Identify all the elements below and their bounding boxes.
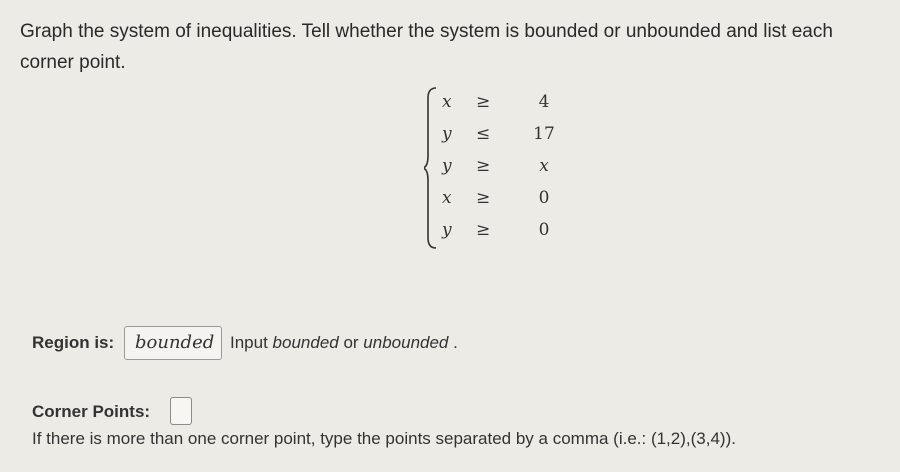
- row-operator: ≥: [476, 156, 491, 176]
- row-rhs: 4: [538, 92, 550, 112]
- row-rhs: x: [539, 156, 549, 176]
- row-var: y: [442, 156, 452, 176]
- row-operator: ≥: [476, 220, 491, 240]
- row-var: x: [442, 188, 452, 208]
- row-operator: ≥: [476, 92, 491, 112]
- inequality-row-5: [442, 216, 572, 246]
- hint-option-unbounded: unbounded: [363, 333, 449, 352]
- question-text: Graph the system of inequalities. Tell whether the system is bounded or unbounded and list each corner point.: [20, 21, 833, 73]
- region-answer-input[interactable]: bounded: [124, 326, 222, 360]
- inequality-row-4: [442, 184, 572, 214]
- corner-points-input[interactable]: [170, 397, 192, 425]
- row-rhs: 0: [538, 220, 550, 240]
- row-rhs: 0: [538, 188, 550, 208]
- inequality-row-2: [442, 120, 572, 150]
- row-rhs: 17: [533, 124, 555, 144]
- inequality-row-3: [442, 152, 572, 182]
- corner-points-label: Corner Points:: [32, 402, 151, 421]
- region-label: Region is:: [32, 333, 115, 352]
- hint-option-bounded: bounded: [272, 333, 339, 352]
- row-var: x: [442, 92, 452, 112]
- inequality-row-1: [442, 88, 572, 118]
- hint-suffix: .: [448, 333, 458, 352]
- hint-prefix: Input: [230, 333, 273, 352]
- row-var: y: [442, 124, 452, 144]
- row-operator: ≤: [476, 124, 491, 144]
- region-hint: [230, 333, 458, 353]
- left-brace-icon: [424, 86, 438, 250]
- corner-points-hint: If there is more than one corner point, type the points separated by a comma (i.e.: (1,2),(3,4)).: [32, 429, 736, 448]
- row-var: y: [442, 220, 452, 240]
- row-operator: ≥: [476, 188, 491, 208]
- hint-mid: or: [338, 333, 364, 352]
- inequality-system: [424, 86, 564, 250]
